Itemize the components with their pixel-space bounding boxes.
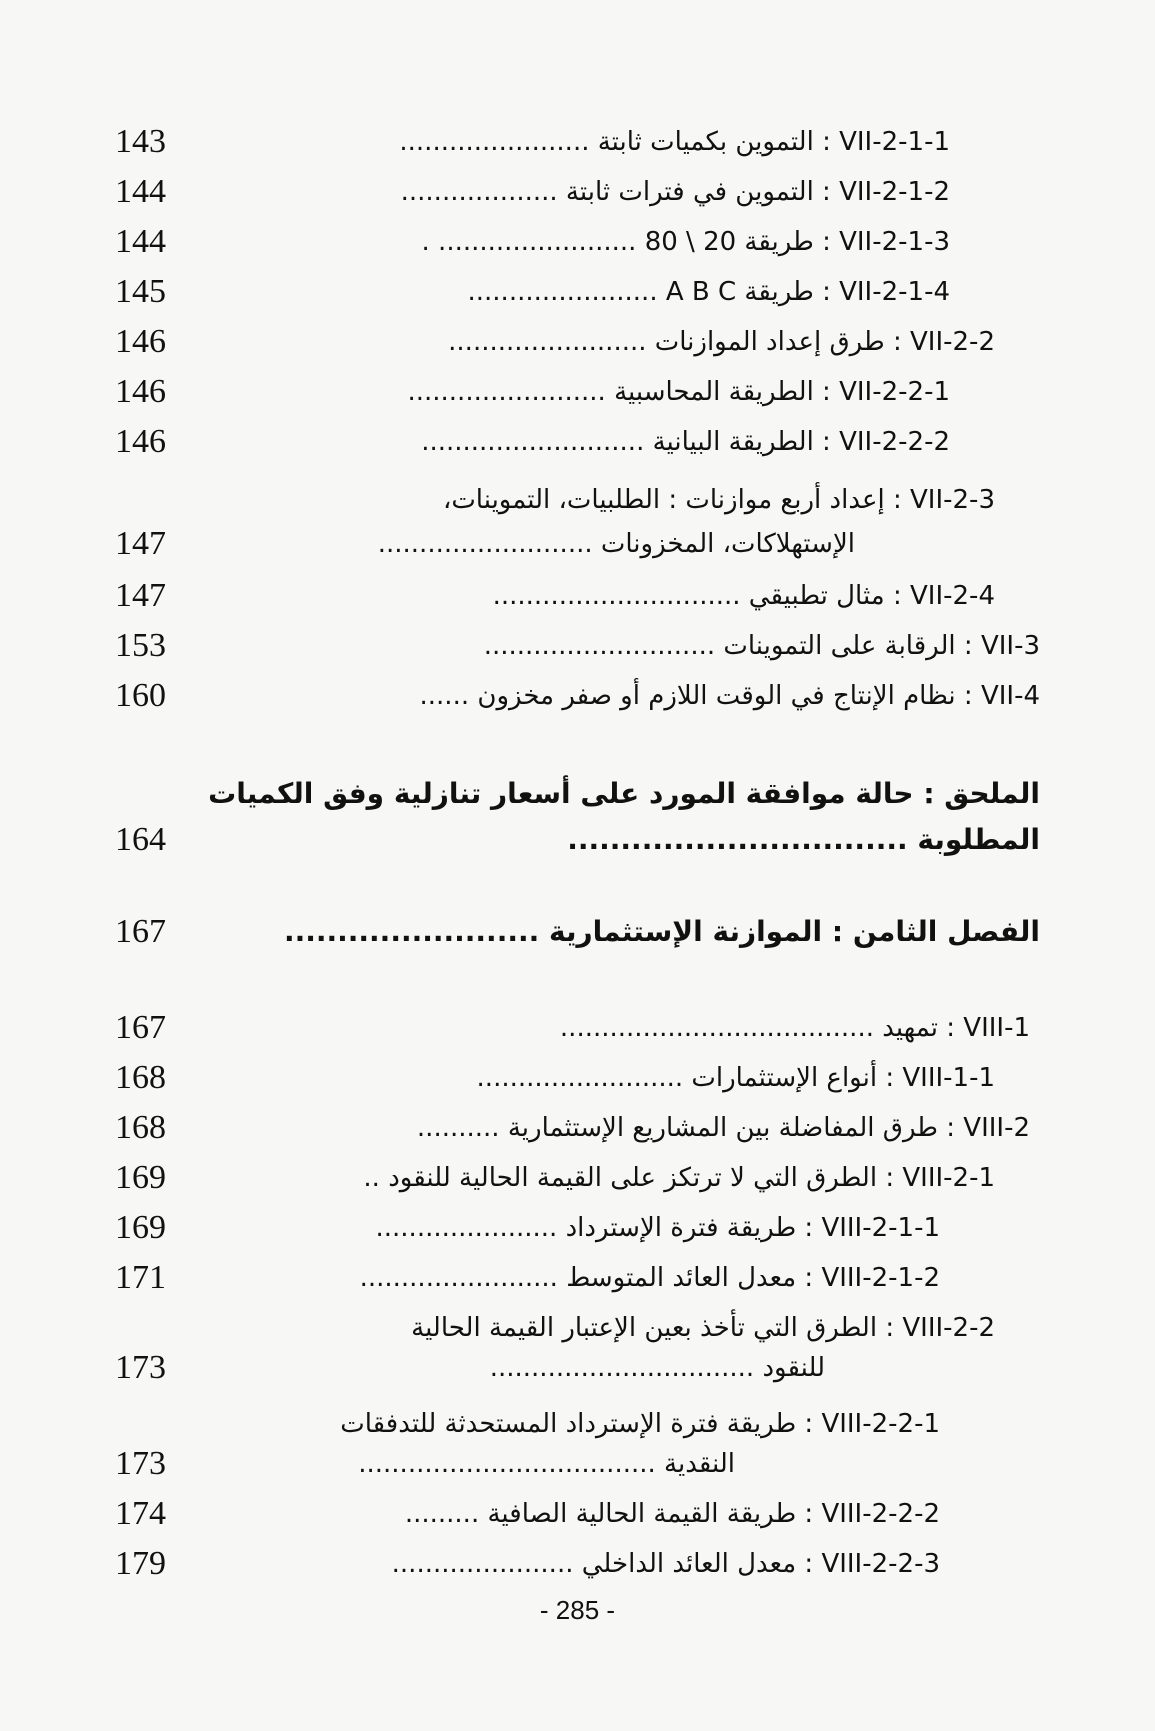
page-footer-number: - 285 -	[539, 1595, 616, 1625]
entry-title: الفصل الثامن : الموازنة الإستثمارية ........................	[283, 915, 1040, 948]
toc-entry	[0, 268, 1155, 316]
entry-title: VII-2-1-1 : التموين بكميات ثابتة .......................	[399, 127, 950, 157]
entry-title: VII-2-4 : مثال تطبيقي ..............................	[492, 581, 995, 611]
page-number: 144	[115, 223, 166, 260]
entry-title: VII-2-2-1 : الطريقة المحاسبية ........................	[407, 377, 950, 407]
entry-title: VIII-2-1-1 : طريقة فترة الإسترداد ......................	[375, 1213, 940, 1243]
page-number: 168	[115, 1059, 166, 1096]
toc-entry	[0, 1104, 1155, 1152]
toc-entry	[0, 672, 1155, 720]
entry-title: VII-2-1-4 : طريقة A B C .......................	[467, 277, 950, 307]
page-number: 164	[115, 821, 166, 858]
entry-title: VIII-2-2-2 : طريقة القيمة الحالية الصافية .........	[404, 1499, 940, 1529]
toc-entry	[0, 816, 1155, 864]
page-number: 143	[115, 123, 166, 160]
entry-title: VIII-2 : طرق المفاضلة بين المشاريع الإستثمارية ..........	[416, 1113, 1030, 1143]
page-number: 169	[115, 1159, 166, 1196]
entry-title: VIII-2-1 : الطرق التي لا ترتكز على القيمة الحالية للنقود ..	[363, 1163, 995, 1193]
toc-entry	[0, 368, 1155, 416]
entry-title: VII-2-1-2 : التموين في فترات ثابتة ...................	[400, 177, 950, 207]
toc-entry	[0, 118, 1155, 166]
page-number: 174	[115, 1495, 166, 1532]
page-number: 146	[115, 323, 166, 360]
page-number: 173	[115, 1349, 166, 1386]
entry-title: VII-2-3 : إعداد أربع موازنات : الطلبيات، التموينات،	[442, 485, 995, 515]
toc-entry	[0, 318, 1155, 366]
entry-title: VII-2-2 : طرق إعداد الموازنات ........................	[448, 327, 995, 357]
page-number: 145	[115, 273, 166, 310]
toc-entry	[0, 1440, 1155, 1488]
page-number: 167	[115, 1009, 166, 1046]
entry-title: المطلوبة ................................	[567, 823, 1040, 856]
toc-entry	[0, 218, 1155, 266]
page-number: 171	[115, 1259, 166, 1296]
page-number: 179	[115, 1545, 166, 1582]
toc-entry	[0, 1004, 1155, 1052]
entry-title: الإستهلاكات، المخزونات ..........................	[377, 529, 855, 559]
toc-entry	[0, 418, 1155, 466]
entry-title: VIII-1-1 : أنواع الإستثمارات .........................	[476, 1063, 995, 1093]
entry-title: VII-2-1-3 : طريقة 20 \ 80 ........................ .	[421, 227, 950, 257]
entry-title: الملحق : حالة موافقة المورد على أسعار تنازلية وفق الكميات	[208, 777, 1040, 810]
page-number: 169	[115, 1209, 166, 1246]
toc-entry	[0, 572, 1155, 620]
toc-entry	[0, 908, 1155, 956]
page-number: 147	[115, 525, 166, 562]
page-number: 153	[115, 627, 166, 664]
entry-title: VII-2-2-2 : الطريقة البيانية ...........................	[421, 427, 950, 457]
entry-title: للنقود ................................	[489, 1353, 825, 1383]
page-number: 168	[115, 1109, 166, 1146]
page-number: 147	[115, 577, 166, 614]
toc-entry	[0, 1254, 1155, 1302]
entry-title: VII-3 : الرقابة على التموينات ............................	[483, 631, 1040, 661]
page-number: 146	[115, 373, 166, 410]
toc-entry	[0, 520, 1155, 568]
entry-title: النقدية ....................................	[358, 1449, 735, 1479]
toc-entry	[0, 622, 1155, 670]
page-number: 146	[115, 423, 166, 460]
toc-entry	[0, 1204, 1155, 1252]
toc-entry	[0, 168, 1155, 216]
entry-title: VIII-2-2 : الطرق التي تأخذ بعين الإعتبار القيمة الحالية	[411, 1313, 995, 1343]
entry-title: VIII-2-1-2 : معدل العائد المتوسط ........................	[359, 1263, 940, 1293]
entry-title: VII-4 : نظام الإنتاج في الوقت اللازم أو صفر مخزون ......	[419, 681, 1040, 711]
page-number: 173	[115, 1445, 166, 1482]
toc-entry	[0, 770, 1155, 818]
toc-entry	[0, 476, 1155, 524]
entry-title: VIII-2-2-1 : طريقة فترة الإسترداد المستحدثة للتدفقات	[340, 1409, 940, 1439]
toc-entry	[0, 1054, 1155, 1102]
page-number: 167	[115, 913, 166, 950]
entry-title: VIII-1 : تمهيد ......................................	[559, 1013, 1030, 1043]
page-number: 160	[115, 677, 166, 714]
toc-entry	[0, 1344, 1155, 1392]
toc-entry	[0, 1154, 1155, 1202]
toc-entry	[0, 1540, 1155, 1588]
page-number: 144	[115, 173, 166, 210]
entry-title: VIII-2-2-3 : معدل العائد الداخلي ......................	[391, 1549, 940, 1579]
toc-entry	[0, 1490, 1155, 1538]
